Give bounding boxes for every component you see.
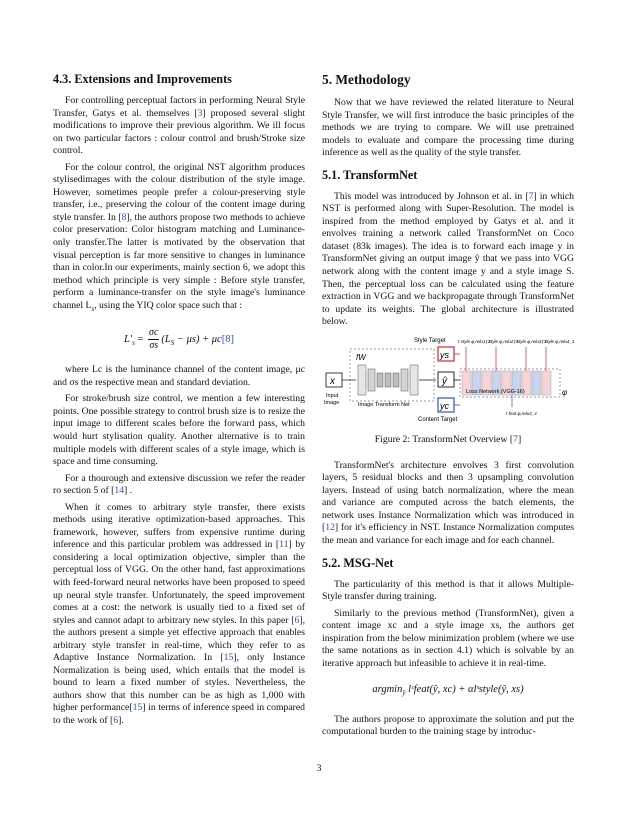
- transformnet-figure: [322, 335, 574, 446]
- vgg-block: [542, 371, 551, 395]
- text-run: ], only Instance Normalization is being used, which entails that the model is bound to learn a fixed number of styles. Nevertheless, the authors show that this number can be as high as 1,000 with higher performance[: [53, 652, 305, 714]
- citation-link[interactable]: 3: [197, 107, 203, 119]
- eq-rest-sub: S: [170, 339, 175, 348]
- text-run: This model was introduced by Johnson et al. in [: [334, 190, 529, 202]
- text-run: Figure 2: TransformNet Overview [: [374, 433, 514, 445]
- citation-link[interactable]: 6: [113, 715, 119, 726]
- paragraph: [322, 460, 574, 548]
- text-run: For the colour control, the original NST algorithm produces stylisedimages with the colour distribution of the style image. However, sometimes people prefer a colour-preserving style transfer, i.e., preserving the colour of the content image during style transfer. In [: [53, 161, 305, 223]
- citation-link[interactable]: [8]: [221, 334, 234, 346]
- text-run: , using the YIQ color space such that :: [94, 299, 243, 311]
- eq-argmin-rest: lᶜfeat(ŷ, xc) + αlˢstyle(ŷ, xs): [405, 684, 524, 696]
- subsection-heading-transformnet: 5.1. TransformNet: [322, 167, 418, 182]
- paragraph: Similarly to the previous method (TransformNet), given a content image xc and a style image xs, the authors get inspiration from the below minimization problem (where we use the same notations as in section 4.1) which is solvable by an iterative approach but infeasible to achieve it in real-time.: [322, 607, 574, 669]
- itn-layer: [410, 365, 418, 395]
- loss-label-3: ℓ style φ,relu3_3: [514, 338, 547, 344]
- vgg-block: [532, 371, 541, 395]
- text-run: ]: [517, 433, 522, 445]
- subscript: s: [91, 304, 95, 313]
- citation-link[interactable]: 15: [223, 652, 234, 664]
- paragraph: [53, 95, 305, 158]
- citation-link[interactable]: 7: [528, 190, 534, 202]
- eq-argmin: argmin: [372, 684, 403, 696]
- input-x-label: x: [330, 375, 335, 387]
- equation-luminance: [53, 327, 305, 352]
- yc-label: yc: [440, 400, 449, 411]
- text-run: ] in which NST is performed along with Super-Resolution. The model is inspired from the method employed by Gatys et al. and it envolves training a network called TransformNet on Coco dataset (83k images). The idea is to forward each image y in TransformNet giving an output image ŷ that we pass into VGG network along with the content image y and a style image S. Then, the perceptual loss can be calculated using the feature extraction in VGG and we backpropagate through TransformNet to update its weights. The global architecture is illustrated below.: [322, 190, 575, 328]
- paragraph: [53, 473, 305, 498]
- section-heading-methodology: 5. Methodology: [322, 72, 411, 87]
- eq-fraction: [148, 327, 159, 352]
- left-column: [53, 72, 305, 732]
- text-run: For a thourough and extensive discussion we refer the reader ro section 5 of [: [53, 472, 305, 497]
- text-run: ], the authors present a simple yet effective approach that enables arbitrary style transfer in real-time, which they refer to as Adaptive Instance Normalization. In [: [53, 614, 305, 664]
- loss-net-label: Loss Network (VGG-16): [466, 388, 525, 395]
- figure-caption: [322, 434, 574, 446]
- citation-link[interactable]: 6: [294, 614, 300, 626]
- right-column: [322, 72, 574, 743]
- paragraph: [53, 162, 305, 316]
- equation-argmin: [322, 682, 574, 701]
- ys-label: ys: [440, 349, 449, 360]
- eq-equals: =: [134, 334, 147, 346]
- input-label: Input: [326, 392, 339, 399]
- text-run: ] by considering a local optimization objective, simpler than the perceptual loss of VGG. On the other hand, fast approximations with feed-forward neural networks have been proposed to speed up neural style transfer. Unfortunately, the speed improvement comes at a cost: the network is usually tied to a fixed set of styles and cannot adapt to arbitrary new styles. In this paper [: [53, 539, 306, 626]
- eq-rest2: − μs) + μc: [174, 334, 222, 346]
- itn-layer: [358, 365, 366, 395]
- paragraph: [53, 502, 305, 728]
- feat-loss-label: ℓ feat φ,relu3_3: [506, 410, 537, 416]
- text-run: ], the authors propose two methods to achieve color preservation: Color histogram matching and Luminance-only transfer.The latter is motivated by the observation that visual perception is far more sensitive to changes in luminance than in color.In our experiments, mainly section 6, we adopt this method which principle is very simple : Before style transfer, perform a luminance-transfer on the style image's luminance channel L: [53, 211, 305, 311]
- eq-argmin-sub: ŷ: [402, 689, 406, 698]
- itn-layer: [368, 369, 375, 391]
- text-run: ] in terms of inference speed in compared to the work of [: [53, 702, 305, 726]
- loss-label-2: ℓ style φ,relu2_2: [486, 338, 519, 344]
- style-target-label: Style Target: [414, 337, 446, 344]
- itn-layer: [385, 373, 391, 387]
- itn-layer: [401, 369, 408, 391]
- loss-label-4: ℓ style φ,relu4_3: [542, 338, 574, 344]
- itn-label: Image Transform Net: [358, 401, 410, 408]
- paragraph: where Lc is the luminance channel of the content image, μc and σs the respective mean and standard deviation.: [53, 364, 305, 388]
- paragraph: Now that we have reviewed the related literature to Neural Style Transfer, we will first introduce the basic principles of the methods we are trying to compare. We will use pretrained models to evaluate and compare the processing time during inference as well as the quality of the style transfer.: [322, 97, 574, 159]
- paragraph: [322, 191, 574, 329]
- text-run: ] for it's efficiency in NST. Instance Normalization computes the mean and variance for each image and for each channel.: [322, 522, 574, 547]
- fw-label: fW: [356, 352, 366, 362]
- text-run: TransformNet's architecture envolves 3 first convolution layers, 5 residual blocks and then 3 upsampling convolution layers. Instead of using batch normalization, where the mean and variance are computed across the batch elements, the network uses Instance Normalization which was introduced in [: [322, 459, 574, 534]
- phi-label: φ: [562, 387, 568, 397]
- citation-link[interactable]: 8: [121, 211, 127, 223]
- content-target-label: Content Target: [418, 416, 458, 423]
- text-run: ] proposed several slight modifications to improve their previous algorithm. We ill focus on two particular factors : colour control and brush/Stroke size control.: [53, 107, 306, 157]
- yhat-label: ŷ: [442, 375, 447, 387]
- page-number: 3: [316, 763, 322, 774]
- text-run: When it comes to arbitrary style transfer, there exists methods using iterative optimization-based approaches. This framework, however, suffers from expensive runtime during inference and this particular problem was addressed in [: [53, 501, 305, 551]
- loss-label-1: ℓ style φ,relu1_2: [458, 338, 491, 344]
- eq-rest: (L: [161, 334, 171, 346]
- citation-link[interactable]: 11: [279, 539, 289, 551]
- citation-link[interactable]: 15: [132, 702, 143, 714]
- subsection-heading-msgnet: 5.2. MSG-Net: [322, 555, 394, 570]
- paragraph: The particularity of this method is that it allows Multiple-Style transfer during training.: [322, 578, 574, 603]
- citation-link[interactable]: 14: [114, 485, 125, 497]
- itn-layer: [393, 373, 399, 387]
- paragraph: The authors propose to approximate the solution and put the computational burden to the training stage by introduc-: [322, 713, 574, 738]
- eq-lhs-sub: s: [132, 339, 135, 348]
- paragraph: For stroke/brush size control, we mention a few interesting points. One possible strategy to control brush size is to resize the input image to different scales before the forward pass, which would hurt stylisation quality. Another alternative is to train multiple models with different scales of a style image, which is space and time consuming.: [53, 393, 305, 468]
- text-run: For controlling perceptual factors in performing Neural Style Transfer, Gatys et al. themselves [: [53, 95, 305, 119]
- text-run: ] .: [124, 485, 133, 497]
- eq-numerator: σc: [149, 327, 159, 339]
- eq-denominator: σs: [149, 340, 159, 352]
- itn-layer: [377, 373, 383, 387]
- citation-link[interactable]: 12: [325, 522, 335, 534]
- text-run: ].: [118, 715, 124, 726]
- image-label: Image: [324, 399, 340, 406]
- citation-link[interactable]: 7: [513, 433, 518, 445]
- eq-lhs: L′: [124, 334, 133, 346]
- section-heading-extensions: 4.3. Extensions and Improvements: [53, 72, 232, 86]
- transformnet-diagram: [322, 335, 574, 423]
